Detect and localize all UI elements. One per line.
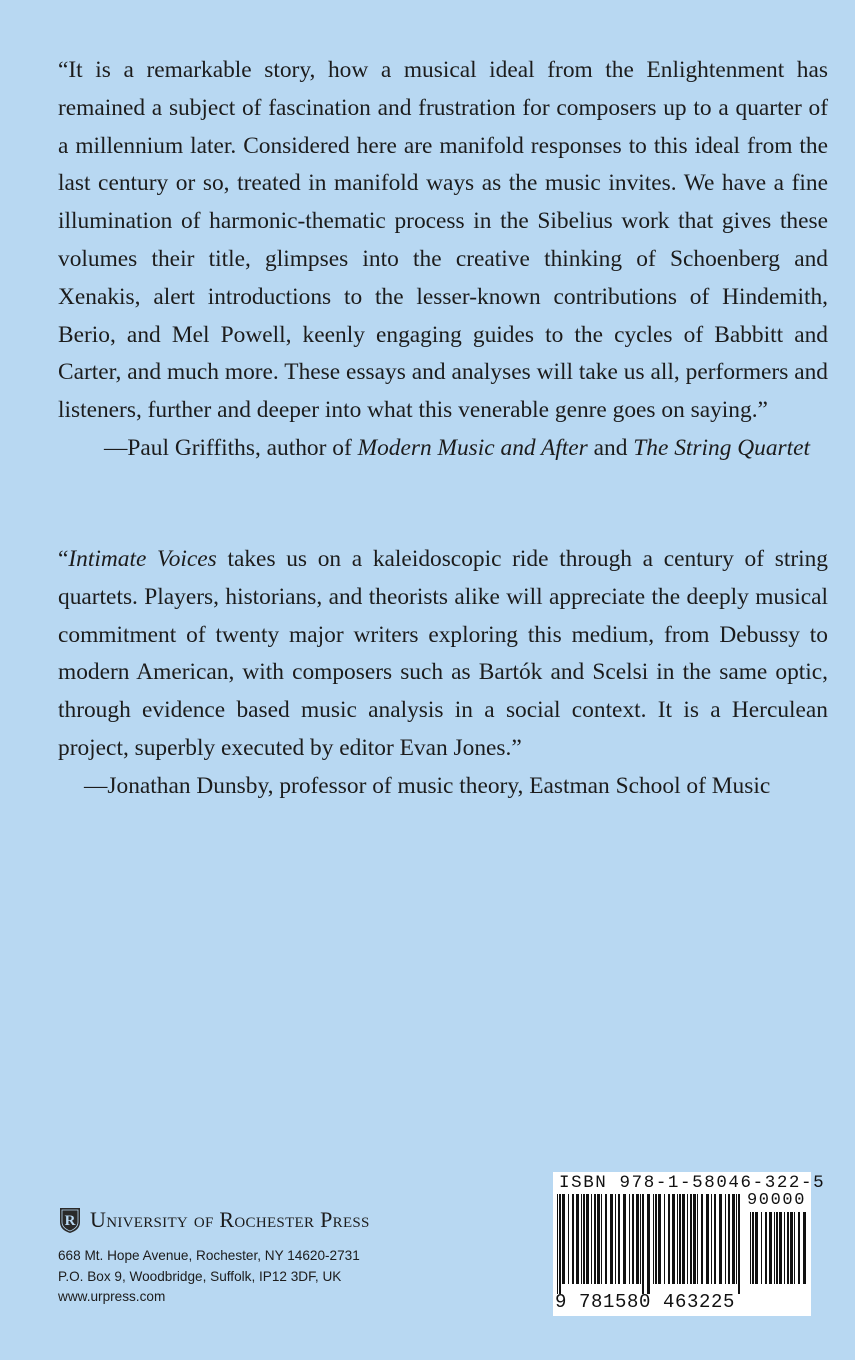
ean-barcode-bars [553,1194,743,1294]
book-title-modern-music: Modern Music and After [357,434,588,461]
logo-letter: R [64,1213,76,1229]
attribution-prefix: —Paul Griffiths, author of [104,434,358,461]
quote-text: “It is a remarkable story, how a musical ideal from the Enlightenment has remained a subject of fascination and frustration for composers up to a quarter of a millennium later. Considered here are manifold responses to this ideal from the last century or so, treated in manifold ways as the music invites. We have a fine illumination of harmonic-thematic process in the Sibelius work that gives these volumes their title, glimpses into the creative thinking of Schoenberg and Xenakis, alert introductions to the lesser-known contributions of Hindemith, Berio, and Mel Powell, keenly engaging guides to the cycles of Babbitt and Carter, and much more. These essays and analyses will take us all, performers and listeners, further and deeper into what this venerable genre goes on saying.” [58,57,828,424]
book-title-intimate-voices: Intimate Voices [68,546,217,572]
quote-attribution: —Jonathan Dunsby, professor of music theory, Eastman School of Music [84,772,771,799]
isbn-barcode [553,1172,826,1316]
address-line-1: 668 Mt. Hope Avenue, Rochester, NY 14620-2731 [58,1248,360,1263]
website-link[interactable]: www.urpress.com [58,1289,166,1305]
blurb-jonathan-dunsby [58,541,828,806]
attribution-and: and [587,434,634,461]
addon-barcode-bars [746,1212,810,1294]
blurb-paul-griffiths [58,52,828,468]
publisher-address [58,1246,360,1308]
quote-text: takes us on a kaleidoscopic ride through a century of string quartets. Players, historians, and theorists alike will appreciate the deeply musical commitment of twenty major writers exploring this medium, from Debussy to modern American, with composers such as Bartók and Scelsi in the same optic, through evidence based music analysis in a social context. It is a Herculean project, superbly executed by editor Evan Jones.” [58,546,828,761]
rochester-shield-logo [58,1206,82,1234]
ean-digits: 9 781580 463225 [555,1291,736,1313]
quote-open-mark: “ [58,546,69,572]
book-title-string-quartet: The String Quartet [633,434,810,461]
publisher-header [58,1206,370,1234]
address-line-2: P.O. Box 9, Woodbridge, Suffolk, IP12 3DF, UK [58,1268,342,1284]
isbn-label: ISBN 978-1-58046-322-5 [559,1173,826,1193]
quote-attribution [58,430,828,468]
publisher-name: University of Rochester Press [90,1207,370,1232]
price-code: 90000 [747,1191,807,1210]
